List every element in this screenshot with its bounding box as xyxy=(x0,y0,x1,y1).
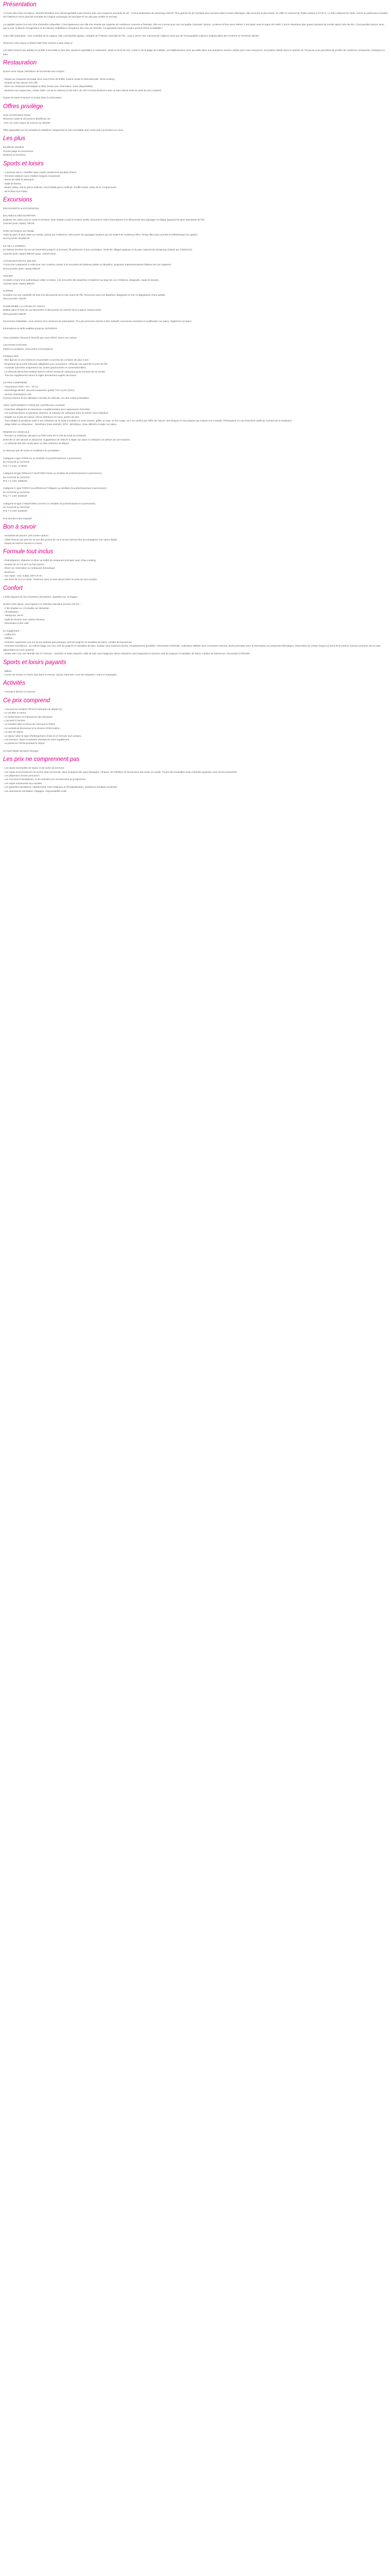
list-item: - Coffre-fort. xyxy=(3,633,17,636)
list-item: - Les repas mentionnés aux escales. xyxy=(3,782,43,785)
list-item: - Le transfert aller et retour de l'aéroport à l'hôtel. xyxy=(3,723,56,726)
list-item: - Les assurances annulation, bagages, responsabilité civile. xyxy=(3,789,67,792)
restauration-note: Repas de Noël et Nouvel An inclus dans la réservation. xyxy=(3,96,62,99)
excursions-subtitle: DÉCOUVERTE & EXCURSIONS xyxy=(3,207,39,210)
list-item: - Climatisation. xyxy=(3,611,19,614)
activites-title: Activités xyxy=(3,680,25,687)
excursion-price: Demi-journée 41EUR xyxy=(3,297,26,300)
list-item: - La présence FRAM pendant le séjour. xyxy=(3,742,45,745)
voiture-remise xyxy=(3,430,388,446)
excursion-price: Journée (avec repas) 98EUR (pop). 74EUR (bus) xyxy=(3,252,56,255)
list-item: - Snacks de 11 h à 18 h au bar piscine. xyxy=(3,563,45,566)
voiture-formalites xyxy=(3,354,388,377)
category-price: Prix 7 X 24H: 462EUR xyxy=(3,510,27,513)
voiture-category xyxy=(3,502,388,513)
voiture-line: AVEC SUPPLÉMENT À RÉGLER AUPRÈS DU LOUEUR xyxy=(3,404,65,407)
excursion-price: Journée (avec repas) 72EUR xyxy=(3,222,35,225)
category-price: Prix 7 X 24H: 266EUR xyxy=(3,479,27,482)
list-item: - Beach volley, tennis gazon artificiel, mini football gazon artificiel, shuffle board, camp de tir, croquet bowl. xyxy=(3,186,117,189)
voiture-line: - Assurances CDW - PAI - TP (1) xyxy=(3,385,38,388)
page-content xyxy=(0,0,391,793)
excursion-block xyxy=(3,259,388,270)
presentation-para: Autre ville importante : San Cristobal de la Laguna, ville cosmopolite typique, chargée de l'histoire coloniale de l'île ; vous y verrez des monuments religieux ainsi que de remarquables maisons seigneuriales des XVIIème et XVIIIème siècles. xyxy=(3,34,260,37)
list-item: - Boissons aux repas (eau, sodas, bière, vin de la maison) et aux bars, de 10h à minuit (boissons avec et sans alcool selon la carte du tout compris). xyxy=(3,89,162,92)
excursion-name: RANDONNÉE LA LAGUNA ET ANAGA xyxy=(3,304,45,308)
bon-a-savoir-title: Bon à savoir xyxy=(3,524,36,531)
excursion-name: PARC NATIONAL DU TEIDE xyxy=(3,229,34,232)
list-item: - Snacks au bar piscine 11h-18h. xyxy=(3,81,39,84)
list-item: - Salle de fitness. xyxy=(3,182,22,185)
activites-list xyxy=(3,690,388,693)
list-item: - Les dépenses d'ordre personnel. xyxy=(3,774,40,777)
sports-payants-list xyxy=(3,669,388,677)
voiture-line: - Franchise obligatoire ou assurance complémentaire pour suppression franchise. xyxy=(3,408,91,411)
offres-note: Offre applicable sur les prestations hôtelières uniquement et non cumulable avec toute autre promotion en cours. xyxy=(3,128,124,131)
prix-ne-comprend-pas-title: Les prix ne comprennent pas xyxy=(3,756,80,763)
offres-title: Offres privilège xyxy=(3,103,43,110)
sports-title: Sports et loisirs xyxy=(3,160,44,167)
list-item: - Le séjour selon le type d'hébergement choisi et en formule tout compris. xyxy=(3,734,82,737)
excursion-price: Demi-journée 53EUR xyxy=(3,312,26,315)
excursions-note: Informations et tarifs valables jusqu'au 31/10/2019 xyxy=(3,327,57,330)
plus-line: Proche plage et commerces xyxy=(3,149,34,152)
list-item: - Wi-Fi libre tout l'hôtel. xyxy=(3,190,28,193)
list-item: - Téléphone, Wi-Fi. xyxy=(3,614,24,617)
prix-comprend-title: Ce prix comprend xyxy=(3,697,50,704)
list-item: - L'accueil au comptoir FRAM à l'aéroport de départ (1). xyxy=(3,707,63,710)
presentation-para: La capitale Santa Cruz est riche d'activités culturelles. C'est également une ville très vivante qui organise de nombreux concerts et festivals. Elle est connue pour son incroyable Carnaval: rythme, couleurs et fuse sans relever, il est placé sous le signe de l'oubli. C'est le deuxième plus grand carnaval du monde après celui de Rio. C'est pendant quinze jours que la joie, la liberté, l'imagination et les danses endiablées s'emparent des rues de Tenerife. Ce spectacle haut en couleur promet d'être inoubliable ! xyxy=(3,23,384,30)
voiture-avec xyxy=(3,403,388,426)
list-item: - Centre de remise en forme spa (bain à remous, sauna, hammam, zone de relaxation, soins et massages. xyxy=(3,673,118,676)
list-item: - Les services, taxes et activités mentionnés sans supplément. xyxy=(3,738,70,741)
voiture-conditions: Ci-dessous prix de vente et conditions du prestataire : xyxy=(3,449,61,452)
list-item: - Boissons : xyxy=(3,570,16,573)
voiture-line: - Le véhicule doit être rendu dans un état conforme au départ. xyxy=(3,442,70,445)
voiture-line: - Service d'assistance 24h. xyxy=(3,393,32,396)
voiture-category xyxy=(3,471,388,483)
voiture-location xyxy=(3,343,388,351)
restauration-list xyxy=(3,77,388,93)
list-item: - Repas de Noël et Nouvel An inclus. xyxy=(3,541,43,545)
list-item: - Nécessaire à thé/ café. xyxy=(3,622,29,625)
list-item: - Hôtel réservé aux plus de 18 ans (les jeunes de 16 à 18 ans doivent être accompagnés d'un tuteur légal). xyxy=(3,538,118,541)
sports-payants-title: Sports et loisirs payants xyxy=(3,659,67,666)
confort-supplement-list xyxy=(3,633,388,655)
list-item: - Repas au restaurant principal servi sous forme de buffet, cuisine locale et internationale, show cooking. xyxy=(3,77,115,80)
category-price: Prix 7 X 24H: 217EUR xyxy=(3,464,27,467)
category-name: Catégorie B type RENAULT Clio/FORD Fiesta ou similaire (5 portes/maximum 5 personnes) : xyxy=(3,472,103,475)
list-item: - Dîner sur réservation au restaurant thématique. xyxy=(3,567,56,570)
voiture-line: - Le véhicule devra être restitué avec le même niveau de carburant qu'au moment de sa remise. xyxy=(3,370,106,373)
excursion-name: ÎLE DE LA GOMERA xyxy=(3,244,26,247)
excursion-text: En bateau (environ 45 min de traversée) jusqu'à La Gomera, île préservée et peu touristique. Visite de villages typiques et du parc national de Garajonay (classé par l'UNESCO). xyxy=(3,248,193,251)
voiture-line: - Tous les suppléments seront à régler directement auprès du loueur. xyxy=(3,374,77,377)
presentation-para: Réservez votre séjour à l'hôtel Adult Only Hovima Costa Adeje 4* xyxy=(3,42,73,45)
excursion-name: VOILIER xyxy=(3,275,13,278)
list-item: - Petit-déjeuner, déjeuner et dîner au buffet du restaurant principal, avec show cooking. xyxy=(3,559,96,562)
voiture-line: (Tarifs et conditions, réservation à l'inscription) xyxy=(3,347,53,350)
list-item: - Les garanties assistance, rapatriement, frais médicaux et d'hospitalisation, assistance juridique et pénale. xyxy=(3,786,118,789)
excursion-name: CATAMARAN ROYAL DELFIN xyxy=(3,260,36,263)
category-name: Catégorie D type C-Max/FORD Connect ou similaire (5 portes/maximum 5 personnes) : xyxy=(3,502,97,505)
voiture-line: - Siège bébé ou rehausseur : 3EUR/jour (max 15EUR), GPS : 5EUR/jour, (max 35EUR) à régler sur place. xyxy=(3,423,117,426)
category-dates: Du 01/11/18 au 31/10/19 xyxy=(3,490,30,494)
excursion-block xyxy=(3,244,388,256)
confort-intro: L'hôtel dispose de 313 chambres climatisées, réparties sur 10 étages. xyxy=(3,595,78,598)
restauration-title: Restauration xyxy=(3,60,37,66)
formule-list xyxy=(3,558,388,581)
category-dates: Du 01/11/18 au 31/10/19 xyxy=(3,505,30,509)
voiture-category xyxy=(3,486,388,498)
list-item: - Suites avec vue mer latérale (52 m² environ) : chambre et salon séparés, salle de bain avec baignoire (deux chambres sans baignoire) et douche, prêt de peignoir et sandales de bains, minibar de bienvenue, nécessaire à thé/café. xyxy=(3,652,251,655)
presentation-title: Présentation xyxy=(3,2,37,8)
voiture-line: - Empreinte de la carte bancaire obligatoire pour excursions. Véhicule non autorisé à sortir de l'île. xyxy=(3,362,108,365)
voiture-line: - Remise ou restitution aéroport ou hôtel entre 8h et 19h du lundi au vendredi. xyxy=(3,434,87,437)
category-price: Prix 7 X 24H: 322EUR xyxy=(3,495,27,498)
voiture-line: FORMALITÉS xyxy=(3,354,19,358)
list-item: - Minibar. xyxy=(3,637,13,640)
voiture-line: LE PRIX COMPREND xyxy=(3,381,27,384)
voiture-line: - Être âgé de 21 ans minimum et posséder un permis de conduire de plus 2 ans. xyxy=(3,359,89,362)
list-item: - Serviettes de piscine: prêt contre caution. xyxy=(3,534,49,537)
list-item: - aux repas : eau, sodas, bière et vin. xyxy=(3,574,43,577)
list-item: - Terrasse solarium avec chaises longues et parasols. xyxy=(3,174,61,177)
excursion-name: BALADES & DÉCOUVERTES xyxy=(3,214,36,217)
offres-line: Réservez avant le 31/10/19 et bénéficiez de : xyxy=(3,117,52,121)
list-item: - Le forfait bases et redevances des aéroports. xyxy=(3,715,53,718)
voiture-line: - Tous dégâts et accidents suite à une infraction de la route (conduite en sens inverse, griller un stop, un feu rouge, etc.) ou causés par l'effet de l'alcool, des drogues et narcotiques qui nuisent à la conduite. Péréquation en cas d'extrême subtil au moment de la restitution. xyxy=(3,419,292,422)
category-dates: Du 01/11/18 au 31/10/19 xyxy=(3,461,30,464)
excursion-text: Balade dans la forêt de Las Mercedes et découverte du marché de la Laguna. Niveau facile. xyxy=(3,309,102,312)
list-item: - Chambre Excellence : au 10ème étage vue mer, prêt de peignoir et sandales de bain, minibar avec boissons (EUR), remplissement quotidien, nécessaire à thé/café, ordinateur tablette avec connexion internet, accès prioritaire pour la réservation au restaurant thématique, réservation de chaise longue au bord de la piscine, boisson premium de la carte (alimentaire du tout compris). xyxy=(3,645,381,651)
confort-supplement: En supplément : xyxy=(3,629,21,632)
excursions-title: Excursions xyxy=(3,196,32,203)
voiture-line: LOCATION VOITURE xyxy=(3,344,27,347)
list-item: - Dîner au restaurant thématique le Blue Ocean (sur réservation, selon disponibilité). xyxy=(3,85,93,88)
confort-intro: Durant votre séjour, vous logerez en chambre standard (environ 28 m²) : xyxy=(3,603,81,606)
list-item: - Billard. xyxy=(3,669,12,672)
voiture-line: Entre 8h et 13h samedi et dimanche. Supplément de 20EUR à régler sur place si restitution en dehors de ces horaires. xyxy=(3,438,131,441)
plus-title: Les plus xyxy=(3,135,25,142)
confort-title: Confort xyxy=(3,585,23,591)
voiture-line: - Conduite autorisée uniquement sur routes goudronnées et conventionnelles. xyxy=(3,366,87,369)
excursion-text: Croisière sur une caravelle de bois à la découverte de la côte ouest de l'île. Rencontre avec les dauphins. Baignade en mer et dégustation d'une paëlla. xyxy=(3,293,166,296)
excursion-text: Explorez les côtes nord et ouest et mirobus, avec balade à pied à certains arrêts. Excursions 100% francophone à la découverte des paysages et village typiques les plus importants de l'île. xyxy=(3,218,205,221)
list-item: - Animation diurne et nocturne. xyxy=(3,690,36,693)
voiture-prix xyxy=(3,381,388,400)
prix-ne-comprend-pas-list xyxy=(3,766,388,793)
excursion-text: Croisière à bord d'un authentique voilier à moteur, à la rencontre des dauphins et baleines au large de Los Cristianos. Baignade, repas et sangria. xyxy=(3,278,159,281)
voiture-line: REMISE DU VÉHICULE xyxy=(3,430,29,433)
list-item: - Les repas et les boissons non inclus dans la formule, dans la plupart des pays (Espagne, Afrique), les hôteliers ne fournissent pas d'eau en carafe. Toutes des bouteilles d'eau minérale payantes vous seront proposées. xyxy=(3,770,238,773)
offres-line: -10% sur votre séjour du 1/11/19 au 30/4/20 xyxy=(3,121,51,124)
prix-comprend-list xyxy=(3,707,388,745)
list-item: - 2 piscines dont 1 chauffée selon météo (seulement pendant l'hiver). xyxy=(3,171,77,174)
voiture-intro: Vous souhaitez découvrir Tenerife par vous-même, louez une voiture: xyxy=(3,336,77,339)
voiture-line: - Les contraventions et sanctions diverses, le manque de carburant entre la remise et la restitution. xyxy=(3,412,109,415)
confort-list xyxy=(3,606,388,625)
bon-a-savoir-list xyxy=(3,534,388,545)
excursion-block xyxy=(3,229,388,241)
excursion-block xyxy=(3,214,388,225)
voiture-line: (1)Sous réserve d'une utilisation normale du véhicule, sur des routes praticables. xyxy=(3,397,90,399)
list-item: - tennis de table et pétanque. xyxy=(3,178,35,181)
formule-title: Formule tout inclus xyxy=(3,549,54,555)
category-dates: Du 01/11/18 au 31/10/19 xyxy=(3,476,30,479)
voiture-line: - Kilométrage illimité. Second conducteur gratuit TVA 13,5% (IGIC). xyxy=(3,389,75,392)
presentation-para: Cet hôtel réservé aux adultes se profile à merveille à vivre des vacances agréables et relaxantes. Situé en bord de mer, à 200 m de la plage de Fañabe, cet établissement vous accueille dans une ambiance sereine, idéale pour vous ressourcer. Sa position idéale dans le quartier de Torviscas vous permettra de profiter de nombreux restaurants, boutiques et bars. xyxy=(3,49,385,56)
list-item: - Les taxes éventuelles de séjour et de sortie du territoire. xyxy=(3,767,65,770)
list-item: - L'accueil à l'arrivée. xyxy=(3,719,26,722)
excursion-name: FLIPPER xyxy=(3,290,13,293)
sports-list xyxy=(3,171,388,193)
list-item: - Les excursions facultatives, et les activités non mentionnées au programme. xyxy=(3,778,87,781)
voiture-line: - Dégâts sur le bas de caisse, rétros, intérieurs et roues, pertes de clés. xyxy=(3,415,80,418)
list-item: - Le vol aller et retour. xyxy=(3,711,27,715)
excursion-text: À bord d'un catamaran à voile pour une croisière, partez à la rencontre de baleines pilotes et dauphins, jusqu'aux impressionnantes falaises de Los Gigantes. xyxy=(3,263,172,266)
presentation-para: À l'ouest des côtes du Maroc, Tenerife bénéficie d'un climat agréable toute l'année avec une moyenne annuelle de 22°, c'est la destination du printemps éternel. Plus grande île de l'archipel des Canaries dans l'océan Atlantique, elle est aussi la plus haute. En effet, le sommet du Teide culmine à 3718 m. Le Parc National du Teide, inscrit au patrimoine mondial de l'UNESCO est le plus bel exemple de l'origine volcanique de l'archipel et l'un des plus visités en Europe. xyxy=(3,12,387,19)
list-item: - 2 lits simples ou 1 lit double sur demande. xyxy=(3,606,50,609)
plus-line: Excellente situation xyxy=(3,146,24,149)
offres-line: VOS AVANTAGES FRAM xyxy=(3,113,31,116)
list-item: - La cocktail de bienvenue et la réunion d'information. xyxy=(3,726,60,730)
excursions-note: Excursions réalisables, sous réserve d'un minimum de participants. Prix par personne donnés à titre indicatif, excursions soumises à modification sur place, règlement sur place. xyxy=(3,319,192,323)
plus-line: Moderne et lumineux xyxy=(3,154,26,157)
excursion-price: Journée (avec repas) 56EUR xyxy=(3,282,35,285)
restauration-intro: Durant votre séjour, bénéficiez de la formule tout compris : xyxy=(3,70,66,73)
excursion-block xyxy=(3,274,388,285)
excursion-block xyxy=(3,289,388,300)
category-name: Catégorie A type FORD Ka ou similaire (3 portes/maximum 4 personnes) : xyxy=(3,456,83,460)
excursion-price: Demi-journée 28,50EUR xyxy=(3,237,30,240)
voiture-indicatif: Prix donnés à titre indicatif. xyxy=(3,517,32,520)
list-item: - Salle de douche avec sèche-cheveux. xyxy=(3,618,45,621)
excursion-price: Demi-journée (avec repas) 59EUR xyxy=(3,267,40,270)
category-name: Catégorie C type FORD Focus/RENAULT Mégane ou similaire (5 portes/maximum 5 personnes) : xyxy=(3,487,108,490)
excursion-text: Visite du parc le plus visité au monde, classé par l'UNESCO. Découvrez les paysages lunaires qui ont inspiré de nombreux films. Temps libre pour prendre le téléphérique (en option). xyxy=(3,233,198,236)
voiture-category xyxy=(3,456,388,468)
prix-comprend-note: (1) Sauf départ aéroport étranger. xyxy=(3,749,39,752)
list-item: - La taxe de séjour. xyxy=(3,731,24,734)
list-item: - aux bars de 10 h à minuit : boissons avec et sans alcool selon la carte du tout compris. xyxy=(3,578,97,581)
list-item: - Chambre supérieure vue sur la mer latérale panoramique, prêt de peignoir et sandales de bains, minibar de bienvenue. xyxy=(3,640,133,643)
excursion-block xyxy=(3,304,388,316)
